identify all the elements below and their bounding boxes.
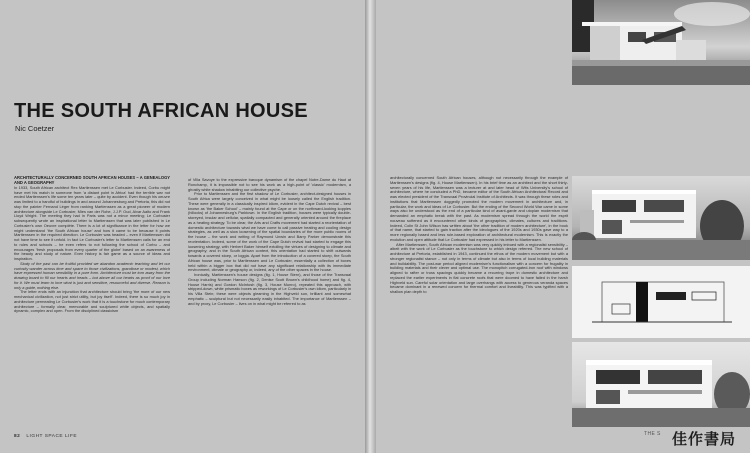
article-author: Nic Coetzer bbox=[15, 124, 55, 133]
paragraph: In 1933, South African architect Rex Martienssen met Le Corbusier. Indeed, Corbu might have met his match in someone from 'a distant point in Africa' had the terrible war not ended Martienssen's life some ten years later – quite by accident. Even though his oeuvre was limited to a handful of buildings in and around Johannesburg and Pretoria, this did not stop the painter Fernand Léger from ranking Martienssen as a great pioneer of modern architecture alongside Le Corbusier, Mies van der Rohe, J.J.P. Oud, Alvar Aalto and Frank Lloyd Wright. The meeting they had in Paris was not a minor meeting; Le Corbusier subsequently wrote an inspirational letter to Martienssen that was later published in Le Corbusier's own Oeuvre complète. There is a lot of significance in the letter for how we might understand 'the South African house' and how it came to be because it points Martienssen in the required direction. Le Corbusier was headed – even if Martienssen did not have time to see it unfold. In fact Le Corbusier's letter to Martienssen calls for an end to rules and schools – he even refers to not following the school of Corbu – and encourages 'fresh proposals from every quarter of the globe' based on an awareness of the beauty and study of nature. Even history is fair game as a source of ideas and inspiration. bbox=[14, 184, 170, 262]
paragraph: of Villa Savoye to the expressive baroque dynamism of the chapel Notre-Dame du Haut at Ronchamp, it is impossible not to see his work as a high-point of 'classic' modernism, a ghostly white shadow inhabiting our collective psyche. bbox=[188, 178, 351, 192]
photo-house-stern bbox=[572, 0, 750, 85]
publisher-watermark: 佳作書局 bbox=[672, 430, 737, 448]
book-section-title: LIGHT SPACE LIFE bbox=[26, 434, 78, 439]
text-column-1 bbox=[14, 176, 170, 428]
paragraph: After Martienssen, South African modernism was very quickly imbued with a regionalist sensibility – albeit with the work of Le Corbusier as the touchstone to which design referred. The new school of architecture at Pretoria, established in 1943, continued the ethos of the modern movement but with a stronger regionalist stance – not only in terms of climate but also in terms of local building materials and buildability. The post-war period aligned modernism's functionalism with a concern for frugality in building materials and their clever and optimal use. The monopitch corrugated-iron roof with windows aligned to rafter or truss spacings quickly became a recurring trope in domestic architecture and replaced the earlier experiments in flat concrete roofs that were doomed to have failed in the harsh Highveld sun. Careful solar orientation and large overhangs with access to generous veranda spaces became dominant in a renewed concern for thermal comfort and liveability. This was typified with a shallow plan depth to bbox=[390, 241, 568, 294]
book-gutter bbox=[365, 0, 376, 453]
paragraph: The letter ends with an injunction that architecture should bring 'the more of our new mechanical civilization, not just strict utility, but joy itself'. Indeed, there is so much joy in architecture permeating Le Corbusier's work that it is a touchstone for much contemporary architecture – formally clear, memorable and sculptured white objects, and spatially dynamic, complex and open. From the disciplined classicism bbox=[14, 289, 170, 314]
page-folio bbox=[14, 434, 77, 439]
right-folio-fragment: THE S bbox=[644, 431, 661, 437]
section-heading: ARCHITECTURALLY CONCERNED SOUTH AFRICAN HOUSES – A GENEALOGY AND A GEOGRAPHY bbox=[14, 176, 170, 185]
photo-house-hanson bbox=[572, 176, 750, 260]
paragraph: Ironically, Martienssen's house designs (fig. 1, House Stern), and those of the Transvaal Group including Norman Hanson (fig. 2, Denise Scott Brown's childhood home) and fig. 4, House Harris) and Gordon McIntosh (fig. 3, House Munro), repeated this approach, with stripped-down, white prismatic boxes as reworkings of Le Corbusier's own idiom, particularly in his Villa Stein; these were objects gleaming in the Highveld sun, brilliant and somewhat emphatic – sculptural but not necessarily easily inhabited. The importance of Martienssen – and by proxy, Le Corbusier – lives on in what might be referred to as bbox=[188, 272, 351, 306]
text-column-3 bbox=[390, 176, 568, 452]
paragraph: Study of the past can be fruitful provided we abandon academic teaching and let our curiosity wander across time and space to those civilizations, grandiose or modest, which have expressed human sensibility in a pure form. Architecture must be torn away from the drawing board to fill our hearts and heads – but above all our hearts as proof of our love for it. We must learn to love what is just and sensitive, resourceful and diverse. Reason is only a guide, nothing else. bbox=[14, 260, 170, 290]
page-number: 82 bbox=[14, 434, 21, 439]
article-title: THE SOUTH AFRICAN HOUSE bbox=[14, 100, 308, 122]
left-page bbox=[0, 0, 365, 453]
paragraph: Prior to Martienssen and the first shadow of Le Corbusier, architect-designed houses in South Africa were largely conceived in what might be loosely called the English tradition. These were generally in a classically inspired idiom, evident in the Cape Dutch revival – best known as 'the Baker School' – mainly found at the Cape or on the northward-looking koppies (hillocks) of Johannesburg's Parktown. In the English tradition, houses were typically double-storeyed, insular and cellular, spatially compacted and generally oriented around the fireplace as a heating strategy. To be clear, the Arts and Crafts movement had started a reorientation of domestic architecture towards what we have come to call passive heating and cooling design strategies, as well as a slow loosening of the spatial boundaries of the more public rooms of the house – the work and writing of Raymond Unwin and Barry Parker demonstrate this reorientation. Indeed, some of the work of the Cape Dutch revival had started to engage this loosening strategy, with Herbert Baker himself extolling the virtues of designing to climate and geography; and in the South African context, this orientation had started to shift outwards towards a covered stoep, or loggia. Apart from the introduction of a covered stoep, the South African house was, prior to Martienssen and Le Corbusier, essentially a collection of boxes held within a bigger box that did not have any significant relationship with its immediate environment, climate or geography or, indeed, any of the other spaces in the house. bbox=[188, 191, 351, 273]
right-page bbox=[376, 0, 750, 453]
paragraph: architecturally concerned South African houses, although not necessarily through the example of Martienssen's designs (fig. 4, House Martienssen). In his brief time as an architect and the short thirty-seven years of his life, Martienssen was a lecturer at and later head of Wits University's school of architecture, where he concluded a PhD, became editor of the South African Architectural Record and was elected president of the Transvaal Provincial Institute of Architects. It was through these roles and institutions that Martienssen doggedly promoted the modern movement in architecture and, in particular, the work and ideas of Le Corbusier. But the ending of the Second World War came in some ways also be understood as the end of a particular kind of avant-garde and utopian modernism that demanded an emphatic break with the past. As modernism spread through the world the esprit nouveau softened as it encountered other kinds of geographies, climates, cultures and traditions. Indeed, Colin St John Wilson has written about 'the other tradition of modern architecture', in the book of that name, that started to gain traction after the ideologues of the 1920s and 1930s gave way to a more regionally based and less rule-based exploration of architectural modernism. This is exactly the evolution and open attitude that Le Corbusier had expressed in his letter to Martienssen. bbox=[390, 176, 568, 242]
drawing-house-elevation bbox=[572, 266, 750, 338]
text-column-2 bbox=[188, 178, 351, 428]
photo-house-munro bbox=[572, 342, 750, 427]
